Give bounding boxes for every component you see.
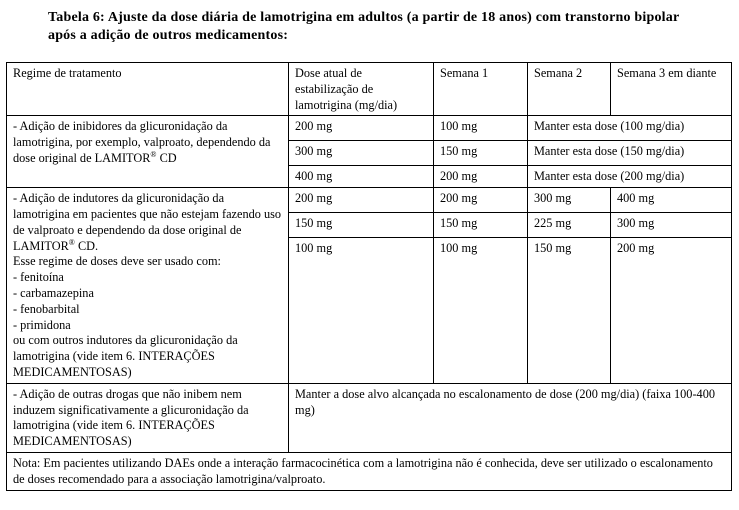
group2-row1-s2: 300 mg	[528, 188, 611, 213]
dose-adjustment-table	[6, 62, 732, 491]
group2-row3-s2: 150 mg	[528, 238, 611, 384]
table-row	[7, 188, 732, 213]
group2-row2-s2: 225 mg	[528, 213, 611, 238]
group2-row2-s1: 150 mg	[434, 213, 528, 238]
header-semana-2: Semana 2	[528, 63, 611, 116]
group2-drug-list	[13, 270, 282, 333]
table-title: Tabela 6: Ajuste da dose diária de lamotrigina em adultos (a partir de 18 anos) com transtorno bipolar após a adição de outros medicamentos:	[48, 10, 680, 43]
table-header-row	[7, 63, 732, 116]
header-semana-1: Semana 1	[434, 63, 528, 116]
table-note: Nota: Em pacientes utilizando DAEs onde a interação farmacocinética com a lamotrigina não é conhecida, deve ser utilizado o escalonamento de doses recomendado para a associação lamotrigina/valproato.	[7, 452, 732, 490]
list-item: - primidona	[13, 317, 71, 332]
header-dose-atual: Dose atual de estabilização de lamotrigina (mg/dia)	[289, 63, 434, 116]
group2-description: - Adição de indutores da glicuronidação da lamotrigina em pacientes que não estejam fazendo uso de valproato e dependendo da dose original de LAMITOR® CD. Esse regime de doses deve ser usado com: - fenitoína - carbamazepina - fenobarbital - primidona ou com outros indutores da glicuronidação da lamotrigina (vide item 6. INTERAÇÕES MEDICAMENTOSAS)	[7, 188, 289, 384]
list-item: - fenitoína	[13, 270, 64, 285]
table-row	[7, 383, 732, 452]
group1-row1-dose: 200 mg	[289, 116, 434, 141]
group2-regime-note: Esse regime de doses deve ser usado com:	[13, 254, 221, 269]
group2-row3-s3: 200 mg	[611, 238, 732, 384]
group2-row1-s1: 200 mg	[434, 188, 528, 213]
group2-row2-s3: 300 mg	[611, 213, 732, 238]
group1-description: - Adição de inibidores da glicuronidação da lamotrigina, por exemplo, valproato, dependendo da dose original de LAMITOR® CD	[7, 116, 289, 188]
group2-row3-s1: 100 mg	[434, 238, 528, 384]
group1-row3-rest: Manter esta dose (200 mg/dia)	[528, 166, 732, 188]
group1-row1-rest: Manter esta dose (100 mg/dia)	[528, 116, 732, 141]
group1-row2-rest: Manter esta dose (150 mg/dia)	[528, 141, 732, 166]
group3-value: Manter a dose alvo alcançada no escalonamento de dose (200 mg/dia) (faixa 100-400 mg)	[289, 383, 732, 452]
group3-description: - Adição de outras drogas que não inibem nem induzem significativamente a glicuronidação da lamotrigina (vide item 6. INTERAÇÕES MEDICAMENTOSAS)	[7, 383, 289, 452]
group2-row3-dose: 100 mg	[289, 238, 434, 384]
group1-row3-s1: 200 mg	[434, 166, 528, 188]
header-regime: Regime de tratamento	[7, 63, 289, 116]
group2-closing: ou com outros indutores da glicuronidação da lamotrigina (vide item 6. INTERAÇÕES MEDICAMENTOSAS)	[13, 333, 238, 379]
list-item: - carbamazepina	[13, 285, 94, 300]
group1-row2-dose: 300 mg	[289, 141, 434, 166]
group1-row3-dose: 400 mg	[289, 166, 434, 188]
group1-row1-s1: 100 mg	[434, 116, 528, 141]
group2-row2-dose: 150 mg	[289, 213, 434, 238]
list-item: - fenobarbital	[13, 301, 80, 316]
group1-row2-s1: 150 mg	[434, 141, 528, 166]
group2-row1-dose: 200 mg	[289, 188, 434, 213]
header-semana-3: Semana 3 em diante	[611, 63, 732, 116]
table-row	[7, 452, 732, 490]
group2-row1-s3: 400 mg	[611, 188, 732, 213]
table-row	[7, 116, 732, 141]
